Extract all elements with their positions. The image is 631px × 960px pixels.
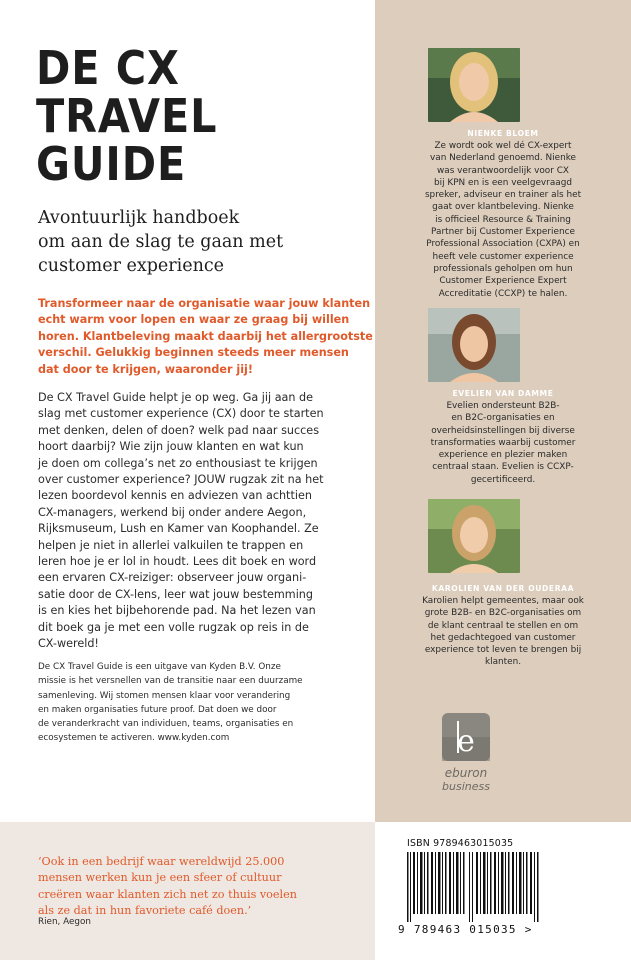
author-bio: [375, 583, 631, 669]
author-bio: [375, 128, 631, 300]
body-line: met denken, delen of doen? welk pad naar succes: [38, 423, 320, 437]
body-line: je doen om collega’s net zo enthousiast te krijgen: [38, 456, 318, 470]
author-name: NIENKE BLOEM: [467, 129, 539, 138]
bio-line: klanten.: [484, 657, 522, 668]
body-line: CX-managers, werkend bij onder andere Aegon,: [38, 505, 307, 519]
body-line: Rijksmuseum, Lush en Kamer van Koophandel. Ze: [38, 522, 319, 536]
bio-line: grote B2B- en B2C-organisaties om: [424, 608, 582, 619]
quote-author: Rien, Aegon: [38, 917, 91, 927]
barcode-digits: 9 789463 015035 >: [398, 923, 533, 936]
intro-line: echt warm voor lopen en waar ze graag bij willen: [38, 313, 350, 327]
bio-line: heeft vele customer experience: [432, 251, 574, 262]
bio-line: Professional Association (CXPA) en: [426, 239, 580, 250]
isbn-label: ISBN 9789463015035: [407, 838, 514, 849]
bio-line: Ze wordt ook wel dé CX-expert: [434, 141, 572, 151]
subtitle-line: Avontuurlijk handboek: [38, 208, 240, 228]
blurb-line: De CX Travel Guide is een uitgave van Kyden B.V. Onze: [38, 662, 281, 672]
author-description: [375, 595, 631, 669]
intro-line: horen. Klantbeleving maakt daarbij het allergrootste: [38, 329, 373, 343]
author-name: EVELIEN VAN DAMME: [452, 389, 554, 398]
publisher-name: eburon: [444, 766, 488, 780]
bio-line: gecertificeerd.: [470, 474, 536, 485]
body-line: CX-wereld!: [38, 637, 99, 651]
bio-line: Evelien ondersteunt B2B-: [446, 401, 560, 411]
bio-line: spreker, adviseur en trainer als het: [424, 190, 582, 201]
bio-line: overheidsinstellingen bij diverse: [431, 425, 575, 436]
bio-line: experience en plezier maken: [438, 450, 568, 461]
bio-line: centraal staan. Evelien is CCXP-: [432, 462, 574, 473]
blurb-line: ecosystemen te activeren. www.kyden.com: [38, 733, 230, 744]
publisher-sub: business: [442, 780, 490, 793]
subtitle-line: om aan de slag te gaan met: [38, 232, 284, 252]
body-line: is en kies het bijbehorende pad. Na het lezen van: [38, 604, 316, 618]
quote-line: mensen werken kun je een sfeer of cultuur: [38, 871, 282, 885]
intro-line: dat door te krijgen, waaronder jij!: [38, 362, 253, 376]
blurb-line: missie is het versnellen van de transitie naar een duurzame: [38, 676, 303, 687]
blurb-line: en maken organisaties future proof. Dat doen we door: [38, 704, 277, 715]
body-line: De CX Travel Guide helpt je op weg. Ga jij aan de: [38, 391, 314, 404]
bio-line: Partner bij Customer Experience: [431, 227, 575, 238]
bio-line: van Nederland genoemd. Nienke: [430, 153, 576, 164]
quote-line: als ze dat in hun favoriete café doen.’: [38, 904, 252, 918]
body-line: satie door de CX-lens, leer wat jouw bestemming: [38, 587, 313, 601]
author-description: [375, 400, 631, 486]
bio-line: de klant centraal te stellen en om: [427, 620, 579, 631]
bio-line: het gedachtegoed van customer: [430, 632, 576, 643]
bio-line: gaat over klantbeleving. Nienke: [432, 202, 574, 213]
body-line: een ervaren CX-reiziger: observeer jouw organi-: [38, 571, 307, 585]
bio-line: transformaties waarbij customer: [430, 437, 576, 448]
blurb-line: samenleving. Wij stomen mensen klaar voor verandering: [38, 690, 291, 701]
author-name: KAROLIEN VAN DER OUDERAA: [431, 584, 575, 593]
blurb-line: de veranderkracht van individuen, teams, organisaties en: [38, 719, 294, 730]
bio-line: is officieel Resource & Training: [435, 214, 571, 225]
bio-line: Customer Experience Expert: [439, 276, 567, 287]
testimonial-quote: [38, 854, 358, 920]
bio-line: Accreditatie (CCXP) te halen.: [438, 288, 568, 299]
title-line: GUIDE: [36, 137, 187, 191]
book-subtitle: [38, 206, 338, 278]
author-photo: [428, 499, 520, 573]
quote-line: ‘Ook in een bedrijf waar wereldwijd 25.000: [38, 855, 285, 868]
body-line: lezen boordevol kennis en adviezen van achttien: [38, 489, 312, 503]
bio-line: en B2C-organisaties en: [451, 413, 555, 424]
svg-text:e: e: [457, 724, 475, 759]
bio-line: experience tot leven te brengen bij: [424, 645, 582, 656]
title-line: DE CX: [36, 41, 180, 95]
intro-line: verschil. Gelukkig beginnen steeds meer mensen: [38, 346, 349, 360]
intro-paragraph: [38, 296, 373, 378]
body-paragraph: [38, 390, 373, 653]
publisher-logo: [436, 713, 508, 795]
body-line: leren hoe je er lol in houdt. Lees dit boek en word: [38, 555, 317, 569]
book-title: [36, 41, 218, 191]
barcode: [405, 852, 541, 922]
subtitle-line: customer experience: [38, 256, 225, 276]
author-description: [375, 140, 631, 300]
title-line: TRAVEL: [36, 89, 218, 143]
intro-line: Transformeer naar de organisatie waar jouw klanten: [38, 297, 371, 310]
author-photo: [428, 308, 520, 382]
author-bio: [375, 388, 631, 486]
body-line: helpen je niet in allerlei valkuilen te trappen en: [38, 538, 304, 552]
bio-line: bij KPN en is een veelgevraagd: [434, 177, 572, 188]
body-line: dit boek ga je met een volle rugzak op reis in de: [38, 620, 309, 634]
author-photo: [428, 48, 520, 122]
body-line: slag met customer experience (CX) door te starten: [38, 407, 324, 421]
publisher-blurb: [38, 660, 373, 746]
bio-line: Karolien helpt gemeentes, maar ook: [422, 596, 584, 606]
body-line: over customer experience? JOUW rugzak zit na het: [38, 473, 324, 487]
bio-line: was verantwoordelijk voor CX: [437, 165, 569, 176]
bio-line: professionals geholpen om hun: [433, 263, 573, 274]
body-line: hoort daarbij? Wie zijn jouw klanten en wat kun: [38, 440, 304, 454]
quote-line: creëren waar klanten zich net zo thuis voelen: [38, 887, 297, 901]
